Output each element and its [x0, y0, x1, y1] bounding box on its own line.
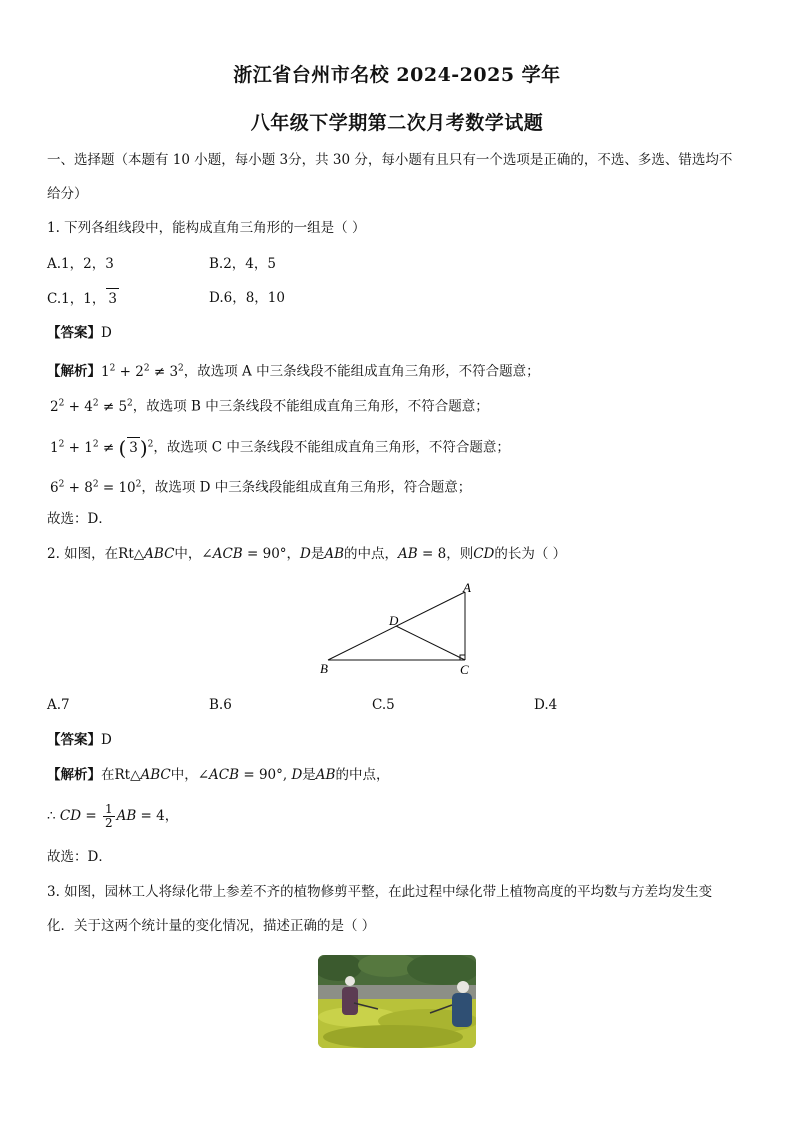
- q2-stem: [47, 544, 566, 564]
- label-d: D: [389, 613, 399, 628]
- q2-derivation: [47, 803, 178, 830]
- q1-answer-value: D: [101, 325, 112, 341]
- q1-math-c: $1^2 + 1^2$ ≠ ( 3 )$^2$: [50, 435, 154, 460]
- q1-option-c-radicand: 3: [108, 291, 117, 307]
- q2-answer: [47, 730, 112, 750]
- q2-triangle-figure: [310, 578, 490, 683]
- q2-analysis-math-d: D: [291, 767, 303, 783]
- q1-answer: [47, 323, 112, 343]
- q2-analysis-math-angle: ∠ACB = 90°,: [197, 767, 292, 783]
- q2-option-b: B.6: [209, 697, 232, 713]
- section-heading: 一、选择题（本题有 10 小题，每小题 3分，共 30 分，每小题有且只有一个选项是正确的，不选、多选、错选均不: [47, 152, 733, 168]
- q2-option-c: C.5: [372, 697, 395, 713]
- q1-answer-label: 【答案】: [47, 325, 101, 341]
- label-b: B: [320, 661, 328, 676]
- q3-stem-line-2: 化．关于这两个统计量的变化情况，描述正确的是（ ）: [47, 918, 376, 934]
- q2-option-d: D.4: [534, 697, 558, 713]
- q2-analysis-text-3: 是: [302, 767, 316, 783]
- q1-conclusion: 故选：D．: [47, 511, 112, 527]
- segment-dc: [396, 626, 465, 660]
- section-heading-cont: 给分）: [47, 186, 88, 202]
- q2-math-angle: ∠ACB = 90°: [201, 546, 287, 562]
- q1-option-a: A.1，2，3: [47, 256, 114, 272]
- q1-option-b: B.2，4，5: [209, 256, 276, 272]
- q2-math-d: D: [300, 546, 311, 562]
- q2-analysis-math-ab: AB: [315, 767, 336, 783]
- q2-analysis-text-4: 的中点，: [335, 767, 390, 783]
- q1-analysis-4: [50, 474, 471, 498]
- q1-analysis-label: 【解析】: [47, 363, 101, 380]
- q1-analysis-text-3: ，故选项 C 中三条线段不能组成直角三角形，不符合题意；: [153, 439, 510, 456]
- gardeners-photo-image: [318, 955, 476, 1048]
- q2-stem-prefix: 2. 如图，在: [47, 546, 119, 562]
- q1-analysis-text-1: ，故选项 A 中三条线段不能组成直角三角形，不符合题意；: [183, 363, 540, 380]
- q2-analysis: [47, 765, 389, 785]
- q1-analysis-text-2: ，故选项 B 中三条线段不能组成直角三角形，不符合题意；: [132, 398, 489, 415]
- q2-math-ab-eq: AB = 8: [398, 546, 447, 562]
- document-title-line-1: 浙江省台州市名校 2024-2025 学年: [233, 64, 561, 86]
- q1-option-d: D.6，8，10: [209, 290, 285, 306]
- label-c: C: [460, 662, 469, 677]
- q2-analysis-text-1: 在: [101, 767, 115, 783]
- q1-option-c: [47, 288, 119, 309]
- q2-answer-value: D: [101, 732, 112, 748]
- q2-option-a: A.7: [47, 697, 70, 713]
- q2-stem-text-3: 是: [310, 546, 325, 562]
- q1-math-b: $2^2 + 4^2 \ne 5^2$: [50, 398, 133, 415]
- q1-analysis-3: [50, 434, 510, 458]
- q2-analysis-math-triangle: Rt△ABC: [114, 767, 171, 783]
- q2-derivation-math: CD = $\frac{1}{2}$ AB = 4，: [55, 802, 179, 830]
- q2-stem-text-2: ，: [286, 546, 301, 562]
- q1-option-c-text: C.1，1，: [47, 291, 106, 307]
- q2-stem-suffix: 的长为（ ）: [494, 546, 567, 562]
- q2-conclusion: 故选：D．: [47, 849, 112, 865]
- q1-stem: 1. 下列各组线段中，能构成直角三角形的一组是（ ）: [47, 220, 366, 236]
- q1-analysis-text-4: ，故选项 D 中三条线段能组成直角三角形，符合题意；: [141, 479, 472, 496]
- q1-analysis-1: [47, 358, 540, 382]
- therefore-symbol: ∴: [47, 808, 56, 824]
- q1-math-a: $1^2 + 2^2 \ne 3^2$: [101, 363, 184, 380]
- q2-stem-text-4: 的中点，: [344, 546, 399, 562]
- q1-math-d: $6^2 + 8^2 = 10^2$: [50, 479, 142, 496]
- q2-math-cd: CD: [473, 546, 495, 562]
- q1-analysis-2: [50, 393, 489, 417]
- q3-gardeners-photo: [318, 955, 476, 1048]
- q2-stem-text-5: ，则: [446, 546, 474, 562]
- q3-stem-line-1: 3. 如图，园林工人将绿化带上参差不齐的植物修剪平整，在此过程中绿化带上植物高度的平均数与方差均发生变: [47, 884, 713, 900]
- q2-math-ab: AB: [324, 546, 345, 562]
- q2-stem-text-1: 中，: [174, 546, 202, 562]
- q2-math-triangle: Rt△ABC: [118, 546, 175, 562]
- document-title-line-2: 八年级下学期第二次月考数学试题: [250, 112, 544, 134]
- q2-analysis-label: 【解析】: [47, 767, 101, 783]
- q2-answer-label: 【答案】: [47, 732, 101, 748]
- label-a: A: [463, 580, 471, 595]
- q1-option-c-sqrt: [106, 288, 119, 309]
- q2-analysis-text-2: 中，: [170, 767, 198, 783]
